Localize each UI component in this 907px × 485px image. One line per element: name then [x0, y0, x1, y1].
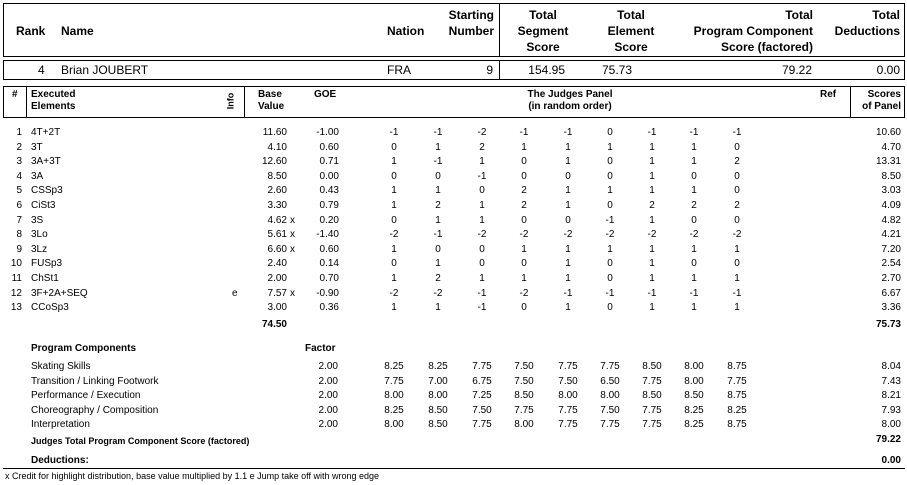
judge-score: 1 [691, 142, 697, 153]
component-judge-score: 7.00 [428, 376, 448, 387]
judge-score: 1 [435, 185, 441, 196]
element-goe: 0.00 [319, 171, 339, 182]
component-judge-score: 8.25 [384, 405, 404, 416]
judge-score: 1 [565, 244, 571, 255]
component-judge-score: 7.75 [600, 361, 620, 372]
judge-score: 0 [479, 244, 485, 255]
judge-score: 0 [734, 258, 740, 269]
judge-score: 0 [565, 171, 571, 182]
judge-score: 1 [691, 273, 697, 284]
component-panel-score: 7.93 [881, 405, 901, 416]
element-base-value: 4.62 [267, 215, 287, 226]
element-number: 3 [16, 156, 22, 167]
judge-score: 0 [734, 185, 740, 196]
component-judge-score: 8.25 [727, 405, 747, 416]
judge-score: 0 [607, 171, 613, 182]
judge-score: -2 [433, 288, 443, 299]
judge-score: -2 [519, 288, 529, 299]
component-factor: 2.00 [318, 390, 338, 401]
judge-score: 0 [435, 171, 441, 182]
skater-name: Brian JOUBERT [61, 63, 149, 77]
element-panel-score: 8.50 [881, 171, 901, 182]
component-judge-score: 7.50 [558, 376, 578, 387]
judge-score: 1 [607, 185, 613, 196]
judge-score: 1 [565, 200, 571, 211]
header-total-segment-score: Total Segment Score [517, 8, 569, 54]
element-base-value: 2.40 [267, 258, 287, 269]
component-judge-score: 8.25 [684, 419, 704, 430]
judge-score: 2 [521, 200, 527, 211]
elements-total-score: 75.73 [875, 319, 901, 330]
judge-score: -2 [647, 229, 657, 240]
judge-score: 1 [391, 273, 397, 284]
component-factor: 2.00 [318, 405, 338, 416]
judge-score: -1 [389, 127, 399, 138]
elements-header-num: # [12, 89, 18, 100]
judge-score: 0 [521, 258, 527, 269]
judge-score: 1 [691, 302, 697, 313]
judge-score: -1 [477, 302, 487, 313]
element-number: 13 [10, 302, 22, 313]
header-name: Name [61, 24, 94, 38]
judge-score: -1 [477, 288, 487, 299]
component-panel-score: 8.04 [881, 361, 901, 372]
divider [3, 468, 905, 469]
element-panel-score: 4.70 [881, 142, 901, 153]
component-factor: 2.00 [318, 419, 338, 430]
judge-score: -1 [732, 288, 742, 299]
element-base-value: 11.60 [262, 127, 287, 138]
component-judge-score: 8.50 [642, 390, 662, 401]
judge-score: 2 [521, 185, 527, 196]
judge-score: 1 [649, 156, 655, 167]
element-info: e [232, 288, 238, 299]
component-judge-score: 7.75 [642, 376, 662, 387]
header-rank: Rank [16, 24, 46, 38]
judge-score: -2 [605, 229, 615, 240]
judge-score: -1 [605, 288, 615, 299]
elements-header-scores: Scores of Panel [862, 89, 901, 112]
judge-score: -1 [647, 288, 657, 299]
judge-score: 0 [607, 258, 613, 269]
judge-score: 1 [649, 244, 655, 255]
element-number: 11 [11, 273, 22, 284]
element-name: CiSt3 [31, 200, 56, 211]
judge-score: -1 [519, 127, 529, 138]
component-judge-score: 7.75 [642, 419, 662, 430]
judge-score: 1 [565, 185, 571, 196]
judge-score: 0 [391, 142, 397, 153]
component-judge-score: 8.25 [684, 405, 704, 416]
judge-score: -1 [605, 215, 615, 226]
judge-score: -1 [689, 288, 699, 299]
elements-header [3, 86, 905, 118]
header-total-element-score: Total Element Score [607, 8, 655, 54]
element-goe: 0.14 [319, 258, 339, 269]
element-goe: -1.40 [316, 229, 339, 240]
judge-score: -1 [433, 229, 443, 240]
components-total-score: 79.22 [875, 434, 901, 445]
element-base-value: 8.50 [267, 171, 287, 182]
component-factor: 2.00 [318, 376, 338, 387]
judge-score: 1 [521, 142, 527, 153]
divider [850, 86, 851, 118]
element-number: 12 [10, 288, 22, 299]
judge-score: 2 [649, 200, 655, 211]
deductions-score: 0.00 [881, 455, 901, 466]
component-judge-score: 7.75 [384, 376, 404, 387]
judge-score: 1 [649, 302, 655, 313]
divider [244, 86, 245, 118]
element-number: 9 [16, 244, 22, 255]
judge-score: 1 [607, 244, 613, 255]
element-panel-score: 10.60 [875, 127, 901, 138]
component-judge-score: 8.50 [428, 419, 448, 430]
elements-total-base: 74.50 [261, 319, 287, 330]
element-number: 7 [16, 215, 22, 226]
element-number: 2 [16, 142, 22, 153]
header-nation: Nation [387, 24, 425, 38]
element-bonus-x: x [290, 244, 295, 255]
judge-score: 1 [391, 244, 397, 255]
judge-score: -2 [732, 229, 742, 240]
element-goe: 0.43 [319, 185, 339, 196]
judge-score: -1 [563, 288, 573, 299]
judge-score: -1 [433, 127, 443, 138]
judge-score: -1 [433, 156, 443, 167]
element-name: 3A+3T [31, 156, 61, 167]
divider [499, 3, 500, 57]
judge-score: -1 [689, 127, 699, 138]
skater-starting-number: 9 [486, 63, 493, 77]
element-base-value: 12.60 [261, 156, 287, 167]
skater-segment-score: 154.95 [528, 63, 565, 77]
component-judge-score: 8.50 [642, 361, 662, 372]
judge-score: 0 [521, 302, 527, 313]
element-name: 3F+2A+SEQ [31, 288, 88, 299]
component-judge-score: 8.25 [428, 361, 448, 372]
element-name: 3Lz [31, 244, 48, 255]
judge-score: 1 [565, 142, 571, 153]
judge-score: 1 [435, 215, 441, 226]
element-goe: 0.20 [319, 215, 339, 226]
element-name: CSSp3 [31, 185, 63, 196]
component-name: Transition / Linking Footwork [31, 376, 159, 387]
element-panel-score: 7.20 [881, 244, 901, 255]
element-number: 5 [16, 185, 22, 196]
element-name: 3T [31, 142, 43, 153]
element-panel-score: 2.54 [881, 258, 901, 269]
component-judge-score: 7.50 [472, 405, 492, 416]
component-judge-score: 6.75 [472, 376, 492, 387]
judge-score: 0 [607, 273, 613, 284]
element-base-value: 3.30 [267, 200, 287, 211]
component-judge-score: 8.50 [514, 390, 534, 401]
element-number: 8 [16, 229, 22, 240]
judge-score: -2 [389, 229, 399, 240]
judge-score: 0 [565, 215, 571, 226]
header-starting-number: Starting Number [448, 8, 494, 38]
judge-score: 1 [479, 215, 485, 226]
judge-score: -2 [519, 229, 529, 240]
header-program-component-score: Total Program Component Score (factored) [693, 8, 813, 54]
element-name: FUSp3 [31, 258, 63, 269]
element-goe: 0.60 [319, 244, 339, 255]
judge-score: 0 [607, 156, 613, 167]
judge-score: 2 [734, 200, 740, 211]
judge-score: 1 [391, 156, 397, 167]
judge-score: 1 [391, 185, 397, 196]
component-judge-score: 8.00 [684, 376, 704, 387]
component-name: Interpretation [31, 419, 90, 430]
judge-score: -2 [563, 229, 573, 240]
footnote: x Credit for highlight distribution, base value multiplied by 1.1 e Jump take off with wrong edge [5, 471, 380, 481]
judge-score: 2 [691, 200, 697, 211]
judge-score: 0 [521, 215, 527, 226]
component-judge-score: 6.50 [600, 376, 620, 387]
judge-score: 1 [649, 185, 655, 196]
component-judge-score: 7.25 [472, 390, 492, 401]
judge-score: 2 [435, 273, 441, 284]
component-judge-score: 8.00 [384, 419, 404, 430]
judge-score: 1 [479, 200, 485, 211]
judge-score: 1 [691, 185, 697, 196]
component-judge-score: 7.75 [514, 405, 534, 416]
judge-score: -2 [477, 229, 487, 240]
judge-score: 1 [479, 273, 485, 284]
component-judge-score: 7.50 [514, 361, 534, 372]
judge-score: 1 [391, 302, 397, 313]
skater-deductions: 0.00 [876, 63, 900, 77]
skater-component-score: 79.22 [781, 63, 812, 77]
element-base-value: 3.00 [267, 302, 287, 313]
element-name: 3A [31, 171, 44, 182]
component-name: Skating Skills [31, 361, 91, 372]
component-judge-score: 7.75 [642, 405, 662, 416]
judge-score: 2 [435, 200, 441, 211]
component-panel-score: 8.00 [881, 419, 901, 430]
judge-score: 1 [521, 244, 527, 255]
elements-header-executed: Executed Elements [31, 89, 76, 112]
judge-score: 2 [734, 156, 740, 167]
judge-score: 1 [565, 302, 571, 313]
deductions-label: Deductions: [31, 455, 89, 466]
component-judge-score: 7.75 [558, 419, 578, 430]
judge-score: 0 [521, 156, 527, 167]
element-panel-score: 4.82 [881, 215, 901, 226]
element-name: 4T+2T [31, 127, 61, 138]
component-factor: 2.00 [318, 361, 338, 372]
elements-header-info: Info [225, 92, 236, 110]
judge-score: 0 [479, 185, 485, 196]
judge-score: 1 [607, 142, 613, 153]
element-name: 3S [31, 215, 44, 226]
element-panel-score: 3.36 [881, 302, 901, 313]
element-goe: 0.36 [319, 302, 339, 313]
elements-header-judges-panel: The Judges Panel (in random order) [527, 89, 613, 112]
judge-score: -1 [563, 127, 573, 138]
component-judge-score: 8.75 [727, 390, 747, 401]
judge-score: 1 [649, 273, 655, 284]
judge-score: -1 [477, 171, 487, 182]
element-panel-score: 3.03 [881, 185, 901, 196]
component-panel-score: 8.21 [881, 390, 901, 401]
judge-score: 1 [479, 156, 485, 167]
element-number: 10 [10, 258, 22, 269]
components-header-factor: Factor [305, 343, 336, 354]
component-name: Choreography / Composition [31, 405, 159, 416]
component-judge-score: 8.00 [600, 390, 620, 401]
element-base-value: 2.60 [267, 185, 287, 196]
judge-score: 1 [521, 273, 527, 284]
element-number: 1 [16, 127, 22, 138]
element-name: ChSt1 [31, 273, 59, 284]
component-judge-score: 7.75 [600, 419, 620, 430]
component-judge-score: 8.75 [727, 361, 747, 372]
judge-score: 0 [691, 258, 697, 269]
judge-score: 0 [391, 171, 397, 182]
skater-rank: 4 [38, 63, 45, 77]
element-goe: 0.70 [319, 273, 339, 284]
judge-score: 1 [435, 302, 441, 313]
element-number: 4 [16, 171, 22, 182]
element-name: CCoSp3 [31, 302, 69, 313]
element-goe: 0.71 [319, 156, 339, 167]
component-judge-score: 8.00 [428, 390, 448, 401]
component-judge-score: 8.00 [514, 419, 534, 430]
judge-score: 0 [435, 244, 441, 255]
component-judge-score: 8.50 [684, 390, 704, 401]
element-panel-score: 2.70 [881, 273, 901, 284]
component-judge-score: 8.00 [384, 390, 404, 401]
element-goe: 0.79 [319, 200, 339, 211]
judge-score: 1 [734, 244, 740, 255]
component-judge-score: 7.50 [600, 405, 620, 416]
component-judge-score: 7.50 [514, 376, 534, 387]
component-judge-score: 7.75 [558, 361, 578, 372]
element-bonus-x: x [290, 215, 295, 226]
component-name: Performance / Execution [31, 390, 141, 401]
elements-header-goe: GOE [314, 89, 337, 100]
judge-score: 1 [391, 200, 397, 211]
judge-score: 1 [649, 142, 655, 153]
element-name: 3Lo [31, 229, 48, 240]
judge-score: -1 [732, 127, 742, 138]
skater-nation: FRA [387, 63, 411, 77]
judge-score: 0 [734, 142, 740, 153]
judge-score: 0 [607, 302, 613, 313]
judge-score: 2 [479, 142, 485, 153]
judge-score: 0 [521, 171, 527, 182]
element-number: 6 [16, 200, 22, 211]
element-goe: -1.00 [316, 127, 339, 138]
judge-score: -2 [477, 127, 487, 138]
component-panel-score: 7.43 [881, 376, 901, 387]
judge-score: 0 [479, 258, 485, 269]
judge-score: 0 [607, 200, 613, 211]
element-panel-score: 13.31 [875, 156, 901, 167]
element-base-value: 5.61 [267, 229, 287, 240]
judge-score: 1 [435, 258, 441, 269]
judge-score: 0 [734, 171, 740, 182]
judge-score: 0 [607, 127, 613, 138]
elements-header-ref: Ref [820, 89, 837, 100]
judge-score: 1 [734, 302, 740, 313]
element-bonus-x: x [290, 229, 295, 240]
element-base-value: 6.60 [267, 244, 287, 255]
judge-score: 0 [391, 258, 397, 269]
judge-score: 1 [649, 258, 655, 269]
judge-score: -2 [389, 288, 399, 299]
judge-score: 1 [734, 273, 740, 284]
element-base-value: 4.10 [267, 142, 287, 153]
elements-header-base: Base Value [258, 89, 285, 112]
judge-score: 1 [691, 156, 697, 167]
element-goe: -0.90 [316, 288, 339, 299]
component-judge-score: 8.00 [558, 390, 578, 401]
component-judge-score: 7.75 [472, 361, 492, 372]
judge-score: 1 [691, 244, 697, 255]
judge-score: 0 [691, 215, 697, 226]
component-judge-score: 8.50 [428, 405, 448, 416]
judge-score: 0 [691, 171, 697, 182]
components-total-label: Judges Total Program Component Score (factored) [31, 436, 250, 446]
element-panel-score: 4.21 [881, 229, 901, 240]
judge-score: 1 [565, 258, 571, 269]
element-panel-score: 4.09 [881, 200, 901, 211]
skater-element-score: 75.73 [601, 63, 632, 77]
judge-score: -1 [647, 127, 657, 138]
judge-score: 1 [565, 273, 571, 284]
judge-score: 0 [734, 215, 740, 226]
element-base-value: 7.57 [267, 288, 287, 299]
judge-score: 1 [649, 171, 655, 182]
element-panel-score: 6.67 [881, 288, 901, 299]
component-judge-score: 7.75 [558, 405, 578, 416]
element-bonus-x: x [290, 288, 295, 299]
header-total-deductions: Total Deductions [834, 8, 900, 38]
judge-score: 1 [565, 156, 571, 167]
judge-score: 1 [649, 215, 655, 226]
component-judge-score: 7.75 [727, 376, 747, 387]
element-base-value: 2.00 [267, 273, 287, 284]
components-header-label: Program Components [31, 343, 137, 354]
divider [26, 86, 27, 118]
judge-score: 1 [435, 142, 441, 153]
component-judge-score: 7.75 [472, 419, 492, 430]
component-judge-score: 8.25 [384, 361, 404, 372]
element-goe: 0.60 [319, 142, 339, 153]
component-judge-score: 8.75 [727, 419, 747, 430]
judge-score: 0 [391, 215, 397, 226]
judge-score: -2 [689, 229, 699, 240]
component-judge-score: 8.00 [684, 361, 704, 372]
